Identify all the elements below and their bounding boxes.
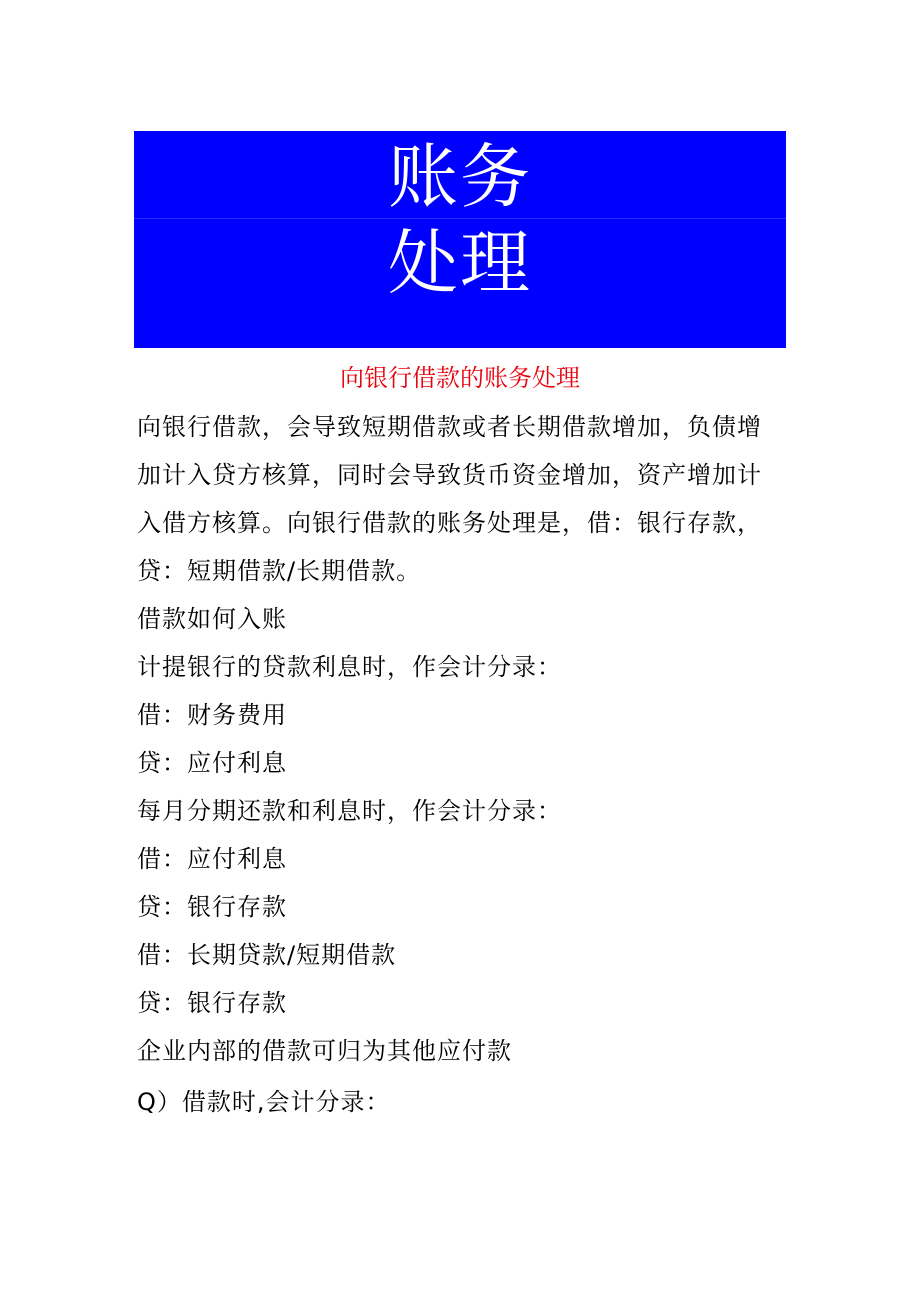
banner-title-line-1: 账务 — [388, 136, 532, 218]
paragraph-debit-finance-cost: 借：财务费用 — [137, 701, 287, 729]
paragraph-credit-bank-deposit-1: 贷：银行存款 — [137, 893, 287, 921]
paragraph-heading-how-to-book: 借款如何入账 — [137, 605, 287, 633]
paragraph-q-entry: Q）借款时,会计分录： — [137, 1088, 391, 1116]
title-banner — [134, 131, 786, 348]
banner-divider — [134, 218, 786, 219]
document-body — [137, 403, 777, 1126]
banner-title-line-2: 处理 — [388, 222, 532, 304]
paragraph-debit-interest-payable: 借：应付利息 — [137, 845, 287, 873]
paragraph-credit-loans: 贷：短期借款/长期借款。 — [137, 557, 422, 585]
paragraph-credit-interest-payable: 贷：应付利息 — [137, 749, 287, 777]
section-subtitle: 向银行借款的账务处理 — [340, 364, 580, 392]
paragraph-credit-bank-deposit-2: 贷：银行存款 — [137, 989, 287, 1017]
paragraph-monthly-repayment: 每月分期还款和利息时，作会计分录： — [137, 797, 562, 825]
paragraph-intro: 向银行借款，会导致短期借款或者长期借款增加，负债增加计入贷方核算，同时会导致货币资金增加，资产增加计入借方核算。向银行借款的账务处理是，借：银行存款， — [137, 413, 762, 537]
paragraph-internal-loans: 企业内部的借款可归为其他应付款 — [137, 1037, 512, 1065]
paragraph-debit-loans: 借：长期贷款/短期借款 — [137, 941, 397, 969]
paragraph-accrue-interest: 计提银行的贷款利息时，作会计分录： — [137, 653, 562, 681]
